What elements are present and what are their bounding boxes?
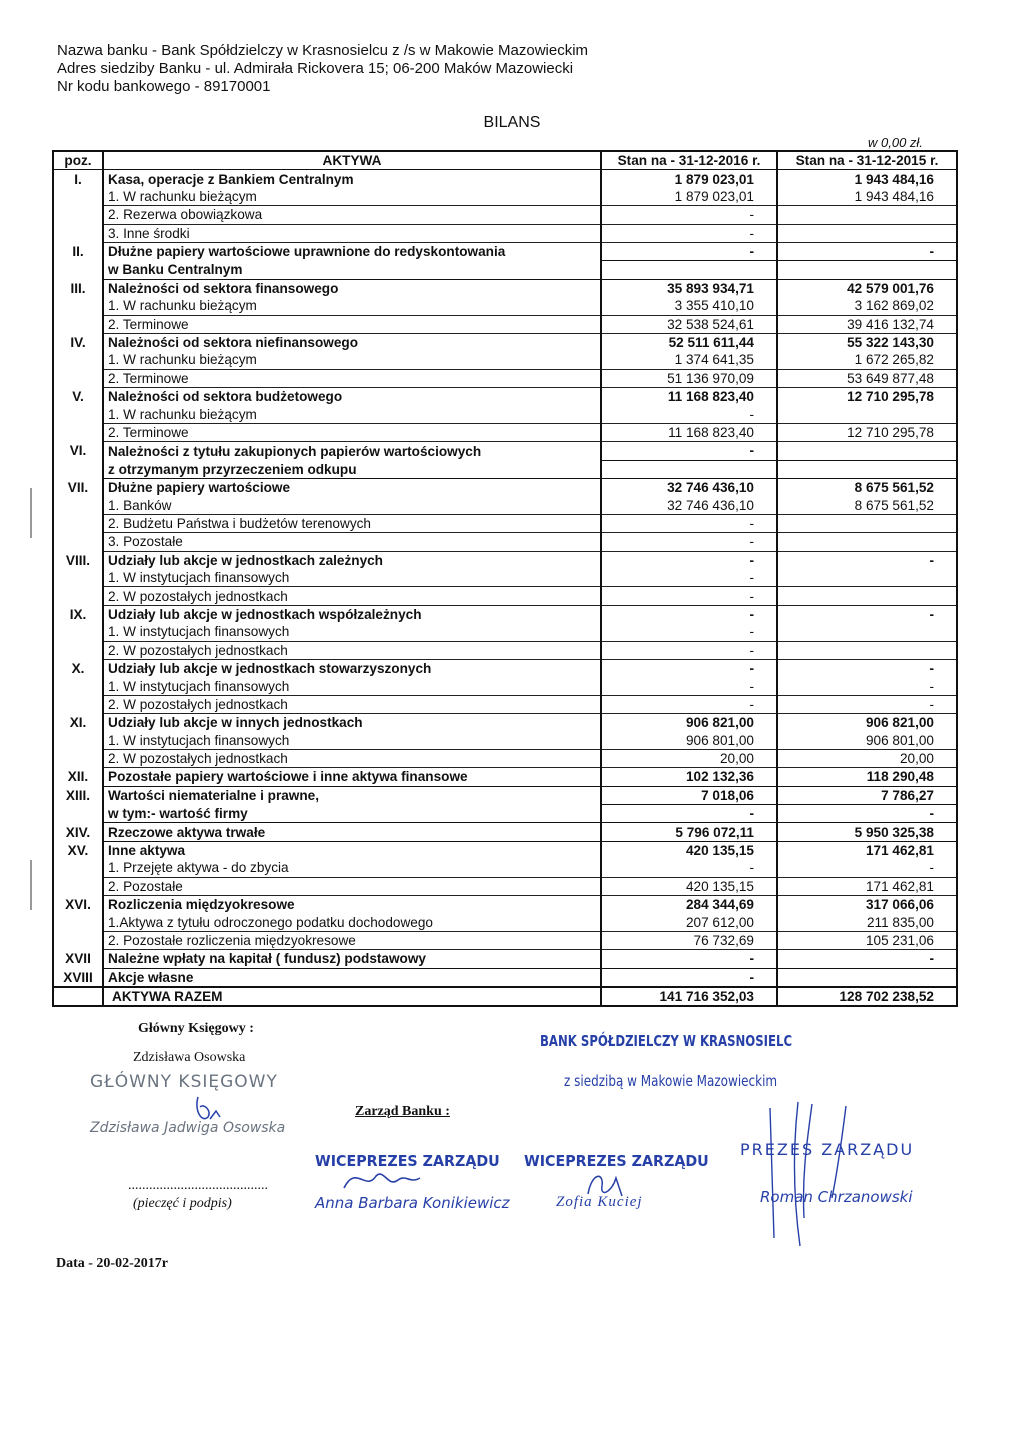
row-poz: [53, 533, 103, 551]
row-value-2016: -: [601, 677, 777, 695]
row-poz: I.: [53, 170, 103, 188]
row-value-2016: 906 821,00: [601, 714, 777, 732]
row-value-2015: 12 710 295,78: [777, 423, 957, 441]
row-label: 2. Pozostałe rozliczenia międzyokresowe: [103, 931, 601, 949]
row-label: z otrzymanym przyrzeczeniem odkupu: [103, 460, 601, 478]
table-row: [53, 913, 957, 931]
row-value-2015: 211 835,00: [777, 913, 957, 931]
row-label: 2. W pozostałych jednostkach: [103, 587, 601, 605]
row-value-2015: 1 943 484,16: [777, 188, 957, 206]
row-value-2016: 141 716 352,03: [601, 987, 777, 1006]
row-label: 2. Terminowe: [103, 315, 601, 333]
chief-accountant-label: Główny Księgowy :: [138, 1021, 254, 1036]
row-value-2016: 284 344,69: [601, 896, 777, 914]
table-row: [53, 315, 957, 333]
currency-unit: w 0,00 zł.: [868, 135, 923, 150]
table-row: [53, 460, 957, 478]
row-poz: [53, 987, 103, 1006]
row-poz: XIII.: [53, 786, 103, 804]
document-date: Data - 20-02-2017r: [56, 1256, 168, 1271]
vp1-name: Anna Barbara Konikiewicz: [315, 1194, 510, 1212]
row-value-2016: 32 746 436,10: [601, 496, 777, 514]
row-value-2015: 3 162 869,02: [777, 297, 957, 315]
row-poz: II.: [53, 242, 103, 260]
row-label: 2. Terminowe: [103, 369, 601, 387]
row-label: Należności od sektora budżetowego: [103, 388, 601, 406]
table-row: [53, 479, 957, 497]
row-value-2016: 420 135,15: [601, 877, 777, 895]
row-poz: [53, 369, 103, 387]
row-poz: III.: [53, 279, 103, 297]
margin-mark: [30, 488, 32, 538]
table-row: [53, 714, 957, 732]
row-poz: X.: [53, 659, 103, 677]
row-value-2015: [777, 224, 957, 242]
row-poz: [53, 805, 103, 823]
vp2-title: WICEPREZES ZARZĄDU: [524, 1152, 709, 1170]
table-row: [53, 188, 957, 206]
row-value-2016: -: [601, 968, 777, 987]
table-row: [53, 931, 957, 949]
row-value-2016: -: [601, 950, 777, 968]
table-row: [53, 405, 957, 423]
row-value-2016: 11 168 823,40: [601, 423, 777, 441]
row-label: Rzeczowe aktywa trwałe: [103, 823, 601, 841]
row-label: 1. W instytucjach finansowych: [103, 732, 601, 750]
row-value-2016: 32 746 436,10: [601, 479, 777, 497]
row-label: 2. Terminowe: [103, 423, 601, 441]
row-poz: IX.: [53, 605, 103, 623]
row-poz: [53, 514, 103, 532]
table-row: [53, 768, 957, 786]
row-value-2015: 1 672 265,82: [777, 351, 957, 369]
row-label: Pozostałe papiery wartościowe i inne aktywa finansowe: [103, 768, 601, 786]
president-title: PREZES ZARZĄDU: [740, 1140, 915, 1159]
header-2015: Stan na - 31-12-2015 r.: [777, 151, 957, 170]
row-value-2015: 7 786,27: [777, 786, 957, 804]
bank-code: Nr kodu bankowego - 89170001: [57, 78, 271, 95]
row-poz: [53, 315, 103, 333]
table-row: [53, 623, 957, 641]
row-label: 1.Aktywa z tytułu odroczonego podatku dochodowego: [103, 913, 601, 931]
row-value-2015: 171 462,81: [777, 841, 957, 859]
table-row: [53, 279, 957, 297]
table-row: [53, 333, 957, 351]
row-label: 1. Przejęte aktywa - do zbycia: [103, 859, 601, 877]
row-poz: [53, 931, 103, 949]
row-value-2015: -: [777, 242, 957, 260]
table-body: [53, 170, 957, 1006]
row-label: 2. W pozostałych jednostkach: [103, 695, 601, 713]
row-value-2015: 12 710 295,78: [777, 388, 957, 406]
row-poz: XI.: [53, 714, 103, 732]
row-value-2016: -: [601, 442, 777, 460]
row-value-2016: 1 879 023,01: [601, 170, 777, 188]
balance-sheet-table: [52, 150, 958, 1007]
row-value-2016: 3 355 410,10: [601, 297, 777, 315]
row-poz: [53, 749, 103, 767]
row-poz: V.: [53, 388, 103, 406]
row-value-2016: -: [601, 623, 777, 641]
row-label: Akcje własne: [103, 968, 601, 987]
row-label: 2. W pozostałych jednostkach: [103, 641, 601, 659]
row-value-2016: 35 893 934,71: [601, 279, 777, 297]
bank-name: Nazwa banku - Bank Spółdzielczy w Krasnosielcu z /s w Makowie Mazowieckim: [57, 42, 589, 59]
row-label: Udziały lub akcje w jednostkach zależnych: [103, 551, 601, 569]
row-label: w Banku Centralnym: [103, 261, 601, 279]
table-row: [53, 587, 957, 605]
row-value-2016: 76 732,69: [601, 931, 777, 949]
row-value-2015: [777, 460, 957, 478]
row-value-2015: 5 950 325,38: [777, 823, 957, 841]
row-poz: VIII.: [53, 551, 103, 569]
row-value-2016: -: [601, 242, 777, 260]
row-poz: IV.: [53, 333, 103, 351]
row-poz: [53, 206, 103, 224]
row-value-2016: 1 879 023,01: [601, 188, 777, 206]
president-signature-icon: [752, 1098, 862, 1248]
row-value-2016: -: [601, 859, 777, 877]
table-row: [53, 569, 957, 587]
vp1-signature-icon: [336, 1162, 426, 1198]
row-value-2015: -: [777, 605, 957, 623]
row-value-2015: 39 416 132,74: [777, 315, 957, 333]
row-poz: VII.: [53, 479, 103, 497]
table-row: [53, 369, 957, 387]
row-value-2015: [777, 261, 957, 279]
row-value-2016: -: [601, 569, 777, 587]
table-row: [53, 749, 957, 767]
row-poz: [53, 913, 103, 931]
row-value-2015: 906 801,00: [777, 732, 957, 750]
row-label: 1. Banków: [103, 496, 601, 514]
table-row: [53, 641, 957, 659]
row-label: Należności od sektora niefinansowego: [103, 333, 601, 351]
row-value-2016: -: [601, 551, 777, 569]
president-name: Roman Chrzanowski: [760, 1188, 913, 1206]
row-label: 2. W pozostałych jednostkach: [103, 749, 601, 767]
vp1-title: WICEPREZES ZARZĄDU: [315, 1152, 500, 1170]
row-poz: [53, 188, 103, 206]
row-value-2015: -: [777, 659, 957, 677]
table-row: [53, 677, 957, 695]
vp2-name: Zofia Kuciej: [556, 1194, 643, 1210]
row-poz: [53, 641, 103, 659]
table-row: [53, 786, 957, 804]
row-value-2015: -: [777, 950, 957, 968]
row-value-2016: -: [601, 405, 777, 423]
row-value-2015: -: [777, 805, 957, 823]
row-label: Udziały lub akcje w innych jednostkach: [103, 714, 601, 732]
row-poz: XVIII: [53, 968, 103, 987]
row-label: Wartości niematerialne i prawne,: [103, 786, 601, 804]
table-row: [53, 968, 957, 987]
table-row: [53, 261, 957, 279]
row-value-2015: [777, 442, 957, 460]
row-poz: VI.: [53, 442, 103, 460]
table-row: [53, 442, 957, 460]
row-value-2016: -: [601, 224, 777, 242]
row-value-2016: 7 018,06: [601, 786, 777, 804]
row-label: 1. W instytucjach finansowych: [103, 623, 601, 641]
bank-address: Adres siedziby Banku - ul. Admirała Rickovera 15; 06-200 Maków Mazowiecki: [57, 60, 574, 77]
row-label: 1. W rachunku bieżącym: [103, 188, 601, 206]
document-title: BILANS: [483, 114, 541, 131]
margin-mark: [30, 860, 32, 910]
row-value-2015: 8 675 561,52: [777, 479, 957, 497]
row-poz: [53, 496, 103, 514]
row-value-2015: 20,00: [777, 749, 957, 767]
row-poz: [53, 859, 103, 877]
row-value-2016: 20,00: [601, 749, 777, 767]
row-poz: XVII: [53, 950, 103, 968]
table-row: [53, 224, 957, 242]
row-label: Udziały lub akcje w jednostkach współzależnych: [103, 605, 601, 623]
row-value-2015: -: [777, 859, 957, 877]
row-value-2016: 11 168 823,40: [601, 388, 777, 406]
row-value-2015: -: [777, 677, 957, 695]
row-value-2016: 1 374 641,35: [601, 351, 777, 369]
row-value-2015: 906 821,00: [777, 714, 957, 732]
row-value-2015: 171 462,81: [777, 877, 957, 895]
row-value-2016: 52 511 611,44: [601, 333, 777, 351]
board-label: Zarząd Banku :: [355, 1104, 450, 1119]
row-label: 1. W rachunku bieżącym: [103, 351, 601, 369]
row-poz: [53, 587, 103, 605]
table-row: [53, 533, 957, 551]
row-poz: [53, 877, 103, 895]
table-row: [53, 732, 957, 750]
row-value-2016: -: [601, 605, 777, 623]
table-row: [53, 297, 957, 315]
table-row: [53, 896, 957, 914]
row-poz: [53, 695, 103, 713]
row-label: Dłużne papiery wartościowe: [103, 479, 601, 497]
table-row: [53, 423, 957, 441]
row-value-2015: [777, 405, 957, 423]
row-label: Udziały lub akcje w jednostkach stowarzyszonych: [103, 659, 601, 677]
row-value-2016: -: [601, 695, 777, 713]
row-label: Należności z tytułu zakupionych papierów wartościowych: [103, 442, 601, 460]
stamp-osowska: Zdzisława Jadwiga Osowska: [90, 1120, 286, 1136]
table-row: [53, 496, 957, 514]
row-label: w tym:- wartość firmy: [103, 805, 601, 823]
row-label: 3. Pozostałe: [103, 533, 601, 551]
row-label: 2. Rezerwa obowiązkowa: [103, 206, 601, 224]
row-value-2015: [777, 206, 957, 224]
table-row: [53, 170, 957, 188]
row-value-2016: -: [601, 641, 777, 659]
row-poz: [53, 623, 103, 641]
table-row: [53, 388, 957, 406]
row-poz: XVI.: [53, 896, 103, 914]
row-label: 1. W instytucjach finansowych: [103, 677, 601, 695]
table-row: [53, 859, 957, 877]
row-label: Dłużne papiery wartościowe uprawnione do redyskontowania: [103, 242, 601, 260]
row-value-2015: 105 231,06: [777, 931, 957, 949]
row-value-2016: 207 612,00: [601, 913, 777, 931]
row-value-2016: 102 132,36: [601, 768, 777, 786]
row-value-2015: 128 702 238,52: [777, 987, 957, 1006]
row-poz: [53, 261, 103, 279]
row-poz: XII.: [53, 768, 103, 786]
row-label: 1. W rachunku bieżącym: [103, 405, 601, 423]
row-value-2016: -: [601, 514, 777, 532]
row-value-2015: [777, 968, 957, 987]
stamp-glowny-ksiegowy: GŁÓWNY KSIĘGOWY: [90, 1072, 278, 1092]
header-aktywa: AKTYWA: [103, 151, 601, 170]
chief-accountant-name: Zdzisława Osowska: [133, 1050, 246, 1065]
row-value-2015: [777, 533, 957, 551]
row-value-2016: 51 136 970,09: [601, 369, 777, 387]
row-poz: [53, 224, 103, 242]
table-row: [53, 695, 957, 713]
table-row: [53, 605, 957, 623]
row-poz: [53, 460, 103, 478]
row-value-2016: [601, 261, 777, 279]
row-label: Należne wpłaty na kapitał ( fundusz) podstawowy: [103, 950, 601, 968]
row-label: Kasa, operacje z Bankiem Centralnym: [103, 170, 601, 188]
row-value-2015: 53 649 877,48: [777, 369, 957, 387]
row-value-2016: 32 538 524,61: [601, 315, 777, 333]
row-label: Inne aktywa: [103, 841, 601, 859]
row-value-2015: [777, 569, 957, 587]
table-row: [53, 877, 957, 895]
row-poz: [53, 297, 103, 315]
row-value-2015: [777, 514, 957, 532]
row-label: 1. W rachunku bieżącym: [103, 297, 601, 315]
row-label: 2. Pozostałe: [103, 877, 601, 895]
bank-header: [57, 42, 588, 96]
table-header-row: [53, 151, 957, 170]
table-row: [53, 514, 957, 532]
row-value-2016: -: [601, 659, 777, 677]
row-poz: XV.: [53, 841, 103, 859]
row-value-2015: -: [777, 551, 957, 569]
row-value-2016: 420 135,15: [601, 841, 777, 859]
row-label: Rozliczenia międzyokresowe: [103, 896, 601, 914]
row-value-2016: [601, 460, 777, 478]
row-label: 1. W instytucjach finansowych: [103, 569, 601, 587]
row-value-2015: 317 066,06: [777, 896, 957, 914]
row-poz: [53, 423, 103, 441]
table-row: [53, 841, 957, 859]
row-value-2015: 55 322 143,30: [777, 333, 957, 351]
table-row: [53, 242, 957, 260]
table-row: [53, 805, 957, 823]
row-value-2016: -: [601, 805, 777, 823]
row-value-2015: 118 290,48: [777, 768, 957, 786]
row-value-2015: -: [777, 695, 957, 713]
row-poz: [53, 569, 103, 587]
row-poz: [53, 405, 103, 423]
row-value-2015: [777, 623, 957, 641]
row-value-2016: 906 801,00: [601, 732, 777, 750]
stamp-signature-label: (pieczęć i podpis): [133, 1196, 232, 1211]
row-value-2015: 1 943 484,16: [777, 170, 957, 188]
row-value-2016: -: [601, 533, 777, 551]
table-row: [53, 351, 957, 369]
row-value-2016: -: [601, 206, 777, 224]
row-value-2015: 42 579 001,76: [777, 279, 957, 297]
row-poz: [53, 677, 103, 695]
row-poz: XIV.: [53, 823, 103, 841]
row-value-2015: [777, 641, 957, 659]
table-row: [53, 206, 957, 224]
table-row: [53, 659, 957, 677]
table-row: [53, 987, 957, 1006]
header-2016: Stan na - 31-12-2016 r.: [601, 151, 777, 170]
row-value-2015: 8 675 561,52: [777, 496, 957, 514]
row-value-2016: -: [601, 587, 777, 605]
row-poz: [53, 732, 103, 750]
table-row: [53, 551, 957, 569]
bank-stamp-line1: BANK SPÓŁDZIELCZY W KRASNOSIELC: [540, 1032, 793, 1050]
table-row: [53, 950, 957, 968]
bank-stamp-line2: z siedzibą w Makowie Mazowieckim: [564, 1072, 778, 1090]
table-row: [53, 823, 957, 841]
row-value-2015: [777, 587, 957, 605]
header-poz: poz.: [53, 151, 103, 170]
row-label: AKTYWA RAZEM: [103, 987, 601, 1006]
row-label: 3. Inne środki: [103, 224, 601, 242]
dotted-line: ........................................: [128, 1178, 268, 1193]
row-label: 2. Budżetu Państwa i budżetów terenowych: [103, 514, 601, 532]
row-label: Należności od sektora finansowego: [103, 279, 601, 297]
row-value-2016: 5 796 072,11: [601, 823, 777, 841]
row-poz: [53, 351, 103, 369]
